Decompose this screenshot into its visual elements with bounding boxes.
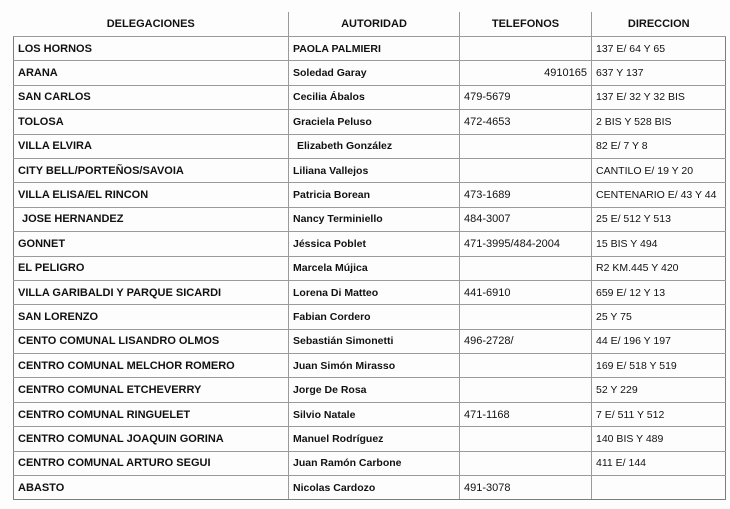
autoridad-cell: Marcela Mújica xyxy=(289,256,460,280)
direccion-cell: 137 E/ 64 Y 65 xyxy=(592,37,726,61)
telefono-cell xyxy=(460,305,592,329)
table-row xyxy=(14,256,726,280)
table-row xyxy=(14,354,726,378)
direccion-cell: 411 E/ 144 xyxy=(592,451,726,475)
delegacion-cell: CENTO COMUNAL LISANDRO OLMOS xyxy=(14,329,289,353)
table-row xyxy=(14,305,726,329)
direccion-cell: 82 E/ 7 Y 8 xyxy=(592,134,726,158)
direccion-cell: 25 E/ 512 Y 513 xyxy=(592,207,726,231)
table-row xyxy=(14,280,726,304)
autoridad-cell: PAOLA PALMIERI xyxy=(289,37,460,61)
table-row xyxy=(14,427,726,451)
telefono-cell: 4910165 xyxy=(460,61,592,85)
header-direccion: DIRECCION xyxy=(592,12,726,37)
delegacion-cell: CENTRO COMUNAL ETCHEVERRY xyxy=(14,378,289,402)
direccion-cell: 2 BIS Y 528 BIS xyxy=(592,110,726,134)
autoridad-cell: Lorena Di Matteo xyxy=(289,280,460,304)
telefono-cell xyxy=(460,256,592,280)
direccion-cell: 44 E/ 196 Y 197 xyxy=(592,329,726,353)
telefono-cell: 471-3995/484-2004 xyxy=(460,232,592,256)
telefono-cell xyxy=(460,378,592,402)
table-row xyxy=(14,329,726,353)
table-row xyxy=(14,134,726,158)
table-row xyxy=(14,476,726,500)
delegacion-cell: EL PELIGRO xyxy=(14,256,289,280)
delegacion-cell: GONNET xyxy=(14,232,289,256)
telefono-cell: 479-5679 xyxy=(460,85,592,109)
autoridad-cell: Juan Simón Mirasso xyxy=(289,354,460,378)
table-row xyxy=(14,110,726,134)
header-row xyxy=(14,12,726,37)
direccion-cell: 659 E/ 12 Y 13 xyxy=(592,280,726,304)
table-row xyxy=(14,378,726,402)
table-row xyxy=(14,207,726,231)
autoridad-cell: Fabian Cordero xyxy=(289,305,460,329)
direccion-cell: 52 Y 229 xyxy=(592,378,726,402)
autoridad-cell: Silvio Natale xyxy=(289,402,460,426)
delegacion-cell: SAN LORENZO xyxy=(14,305,289,329)
table-row xyxy=(14,451,726,475)
autoridad-cell: Juan Ramón Carbone xyxy=(289,451,460,475)
telefono-cell: 491-3078 xyxy=(460,476,592,500)
telefono-cell xyxy=(460,134,592,158)
autoridad-cell: Nancy Terminiello xyxy=(289,207,460,231)
telefono-cell: 471-1168 xyxy=(460,402,592,426)
delegacion-cell: CENTRO COMUNAL JOAQUIN GORINA xyxy=(14,427,289,451)
table-row xyxy=(14,232,726,256)
delegacion-cell: CITY BELL/PORTEÑOS/SAVOIA xyxy=(14,158,289,182)
autoridad-cell: Jéssica Poblet xyxy=(289,232,460,256)
table-row xyxy=(14,37,726,61)
telefono-cell xyxy=(460,158,592,182)
direccion-cell: 140 BIS Y 489 xyxy=(592,427,726,451)
table-row xyxy=(14,85,726,109)
delegacion-cell: SAN CARLOS xyxy=(14,85,289,109)
autoridad-cell: Sebastián Simonetti xyxy=(289,329,460,353)
delegacion-cell: ARANA xyxy=(14,61,289,85)
header-delegaciones: DELEGACIONES xyxy=(14,12,289,37)
table-row xyxy=(14,61,726,85)
autoridad-cell: Jorge De Rosa xyxy=(289,378,460,402)
autoridad-cell: Nicolas Cardozo xyxy=(289,476,460,500)
direccion-cell: CANTILO E/ 19 Y 20 xyxy=(592,158,726,182)
telefono-cell xyxy=(460,354,592,378)
direccion-cell: 25 Y 75 xyxy=(592,305,726,329)
autoridad-cell: Soledad Garay xyxy=(289,61,460,85)
delegacion-cell: VILLA ELVIRA xyxy=(14,134,289,158)
delegacion-cell: VILLA ELISA/EL RINCON xyxy=(14,183,289,207)
delegacion-cell: CENTRO COMUNAL MELCHOR ROMERO xyxy=(14,354,289,378)
autoridad-cell: Manuel Rodríguez xyxy=(289,427,460,451)
direccion-cell: 137 E/ 32 Y 32 BIS xyxy=(592,85,726,109)
delegacion-cell: ABASTO xyxy=(14,476,289,500)
telefono-cell: 472-4653 xyxy=(460,110,592,134)
table-row xyxy=(14,158,726,182)
autoridad-cell: Elizabeth González xyxy=(289,134,460,158)
autoridad-cell: Cecilia Ábalos xyxy=(289,85,460,109)
delegacion-cell: LOS HORNOS xyxy=(14,37,289,61)
autoridad-cell: Patricia Borean xyxy=(289,183,460,207)
delegacion-cell: CENTRO COMUNAL RINGUELET xyxy=(14,402,289,426)
direccion-cell: 7 E/ 511 Y 512 xyxy=(592,402,726,426)
direccion-cell: R2 KM.445 Y 420 xyxy=(592,256,726,280)
header-autoridad: AUTORIDAD xyxy=(289,12,460,37)
table-row xyxy=(14,402,726,426)
telefono-cell xyxy=(460,427,592,451)
header-telefonos: TELEFONOS xyxy=(460,12,592,37)
delegacion-cell: CENTRO COMUNAL ARTURO SEGUI xyxy=(14,451,289,475)
telefono-cell: 496-2728/ xyxy=(460,329,592,353)
telefono-cell: 441-6910 xyxy=(460,280,592,304)
telefono-cell xyxy=(460,451,592,475)
autoridad-cell: Graciela Peluso xyxy=(289,110,460,134)
delegaciones-table xyxy=(13,12,726,500)
telefono-cell xyxy=(460,37,592,61)
direccion-cell: 637 Y 137 xyxy=(592,61,726,85)
autoridad-cell: Liliana Vallejos xyxy=(289,158,460,182)
direccion-cell: 15 BIS Y 494 xyxy=(592,232,726,256)
delegacion-cell: VILLA GARIBALDI Y PARQUE SICARDI xyxy=(14,280,289,304)
direccion-cell xyxy=(592,476,726,500)
direccion-cell: CENTENARIO E/ 43 Y 44 xyxy=(592,183,726,207)
delegacion-cell: TOLOSA xyxy=(14,110,289,134)
delegacion-cell: JOSE HERNANDEZ xyxy=(14,207,289,231)
telefono-cell: 484-3007 xyxy=(460,207,592,231)
direccion-cell: 169 E/ 518 Y 519 xyxy=(592,354,726,378)
telefono-cell: 473-1689 xyxy=(460,183,592,207)
table-row xyxy=(14,183,726,207)
